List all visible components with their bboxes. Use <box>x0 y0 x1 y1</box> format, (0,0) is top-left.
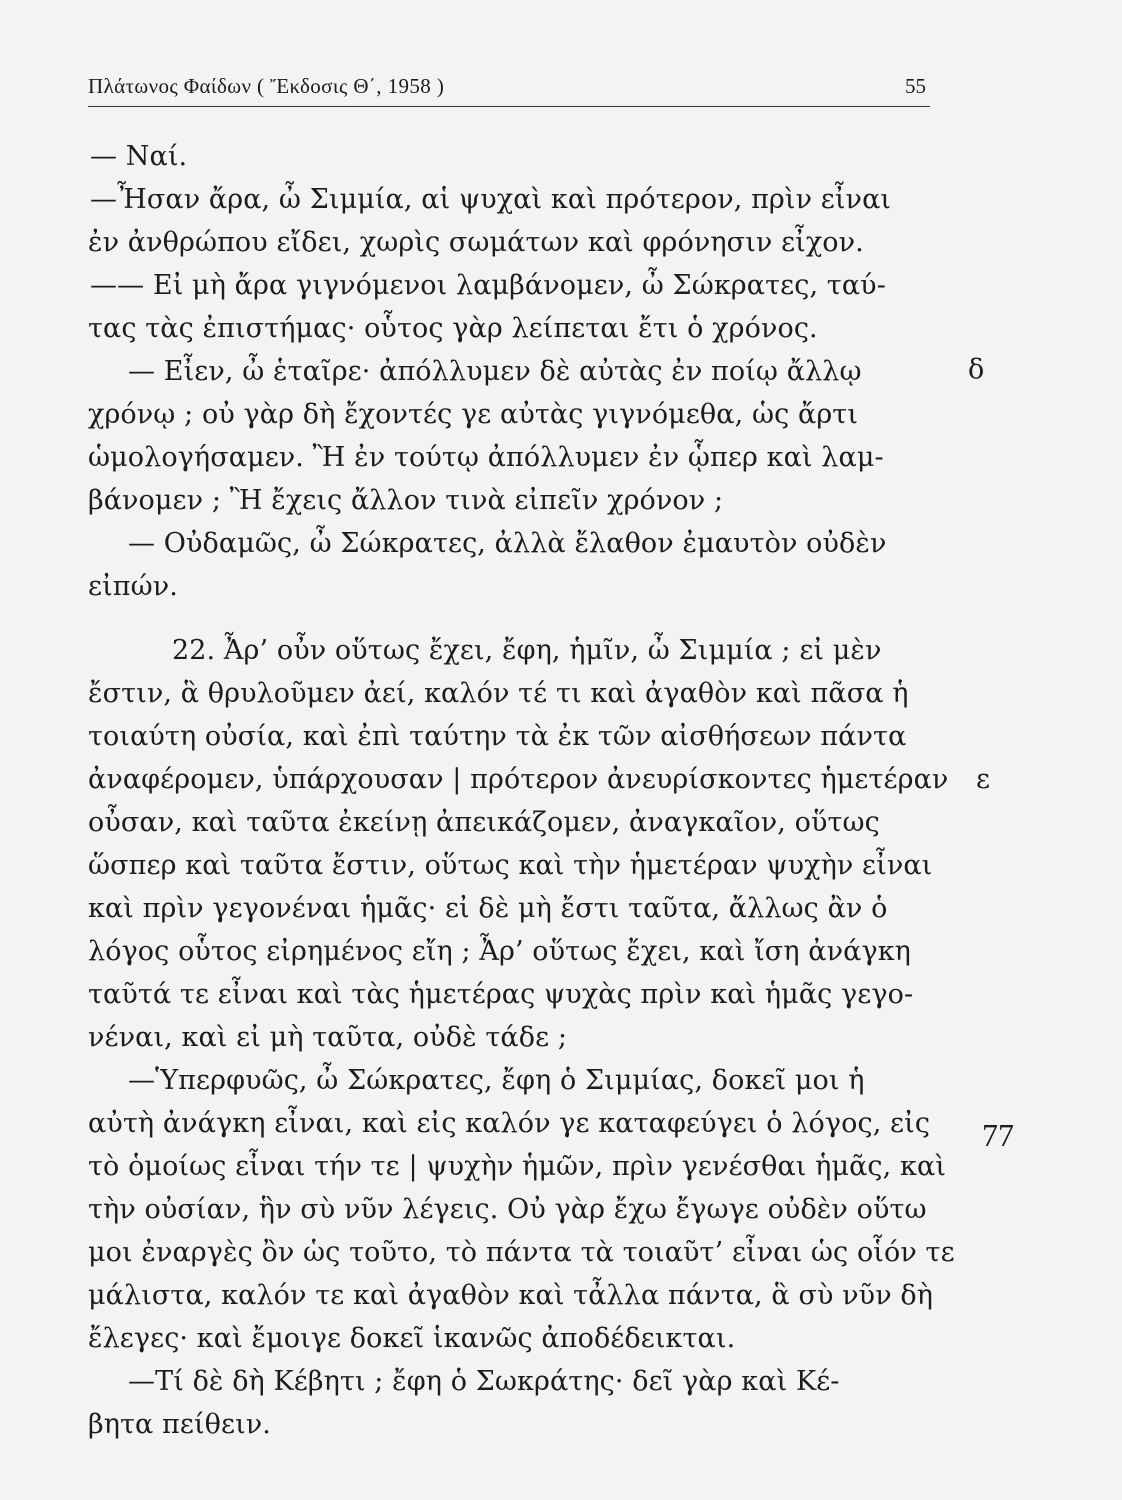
text-line: καὶ πρὶν γεγονέναι ἡμᾶς· εἰ δὲ μὴ ἔστι ταῦτα, ἄλλως ἂν ὁ <box>88 893 888 924</box>
text-line: οὖσαν, καὶ ταῦτα ἐκείνῃ ἀπεικάζομεν, ἀναγκαῖον, οὕτως <box>88 807 880 838</box>
text-line: —— Εἰ μὴ ἄρα γιγνόμενοι λαμβάνομεν, ὦ Σώκρατες, ταύ- <box>90 270 886 301</box>
text-line: — Ναί. <box>90 141 188 172</box>
text-line: 22. Ἆρ’ οὖν οὕτως ἔχει, ἔφη, ἡμῖν, ὦ Σιμμία ; εἰ μὲν <box>172 635 882 666</box>
text-line: ὥσπερ καὶ ταῦτα ἔστιν, οὕτως καὶ τὴν ἡμετέραν ψυχὴν εἶναι <box>88 850 933 881</box>
running-header <box>88 72 930 107</box>
running-title: Πλάτωνος Φαίδων ( Ἔκδοσις Θ΄, 1958 ) <box>88 74 445 98</box>
margin-note-stephanus-number: 77 <box>982 1117 1014 1153</box>
text-line: χρόνῳ ; οὐ γὰρ δὴ ἔχοντές γε αὐτὰς γιγνόμεθα, ὡς ἄρτι <box>88 399 859 430</box>
text-line: —Ὑπερφυῶς, ὦ Σώκρατες, ἔφη ὁ Σιμμίας, δοκεῖ μοι ἡ <box>128 1065 865 1096</box>
text-line: ἀναφέρομεν, ὑπάρχουσαν | πρότερον ἀνευρίσκοντες ἡμετέραν <box>88 764 949 795</box>
text-line: μοι ἐναργὲς ὂν ὡς τοῦτο, τὸ πάντα τὰ τοιαῦτ’ εἶναι ὡς οἷόν τε <box>88 1237 955 1268</box>
text-line: —Τί δὲ δὴ Κέβητι ; ἔφη ὁ Σωκράτης· δεῖ γὰρ καὶ Κέ- <box>128 1366 840 1397</box>
text-line: ἔστιν, ἃ θρυλοῦμεν ἀεί, καλόν τέ τι καὶ ἀγαθὸν καὶ πᾶσα ἡ <box>88 678 909 709</box>
text-line: τας τὰς ἐπιστήμας· οὗτος γὰρ λείπεται ἔτι ὁ χρόνος. <box>88 313 818 344</box>
text-line: ὡμολογήσαμεν. Ἢ ἐν τούτῳ ἀπόλλυμεν ἐν ᾧπερ καὶ λαμ- <box>88 442 884 473</box>
text-line: ταῦτά τε εἶναι καὶ τὰς ἡμετέρας ψυχὰς πρὶν καὶ ἡμᾶς γεγο- <box>88 979 914 1010</box>
text-line: ἐν ἀνθρώπου εἴδει, χωρὶς σωμάτων καὶ φρόνησιν εἶχον. <box>88 227 864 258</box>
text-line: τὴν οὐσίαν, ἣν σὺ νῦν λέγεις. Οὐ γὰρ ἔχω ἔγωγε οὐδὲν οὕτω <box>88 1194 927 1225</box>
margin-note-section-e: ε <box>976 764 990 795</box>
text-line: ἔλεγες· καὶ ἔμοιγε δοκεῖ ἱκανῶς ἀποδέδεικται. <box>88 1323 736 1354</box>
page-number: 55 <box>905 74 926 98</box>
text-line: μάλιστα, καλόν τε καὶ ἀγαθὸν καὶ τἆλλα πάντα, ἃ σὺ νῦν δὴ <box>88 1280 934 1311</box>
text-line: αὐτὴ ἀνάγκη εἶναι, καὶ εἰς καλόν γε καταφεύγει ὁ λόγος, εἰς <box>88 1108 931 1139</box>
text-line: νέναι, καὶ εἰ μὴ ταῦτα, οὐδὲ τάδε ; <box>88 1022 568 1053</box>
text-line: λόγος οὗτος εἰρημένος εἴη ; Ἆρ’ οὕτως ἔχει, καὶ ἴση ἀνάγκη <box>88 936 911 967</box>
text-line: βητα πείθειν. <box>88 1409 271 1440</box>
text-line: τὸ ὁμοίως εἶναι τήν τε | ψυχὴν ἡμῶν, πρὶν γενέσθαι ἡμᾶς, καὶ <box>88 1151 947 1182</box>
text-line: βάνομεν ; Ἢ ἔχεις ἄλλον τινὰ εἰπεῖν χρόνον ; <box>88 485 724 516</box>
text-line: τοιαύτη οὐσία, καὶ ἐπὶ ταύτην τὰ ἐκ τῶν αἰσθήσεων πάντα <box>88 721 907 752</box>
text-line: — Εἶεν, ὦ ἑταῖρε· ἀπόλλυμεν δὲ αὐτὰς ἐν ποίῳ ἄλλῳ <box>128 356 862 387</box>
text-line: εἰπών. <box>88 571 178 602</box>
text-line: — Οὐδαμῶς, ὦ Σώκρατες, ἀλλὰ ἔλαθον ἐμαυτὸν οὐδὲν <box>128 528 887 559</box>
text-line: —Ἦσαν ἄρα, ὦ Σιμμία, αἱ ψυχαὶ καὶ πρότερον, πρὶν εἶναι <box>90 184 892 215</box>
margin-note-section-d: δ <box>968 354 985 385</box>
